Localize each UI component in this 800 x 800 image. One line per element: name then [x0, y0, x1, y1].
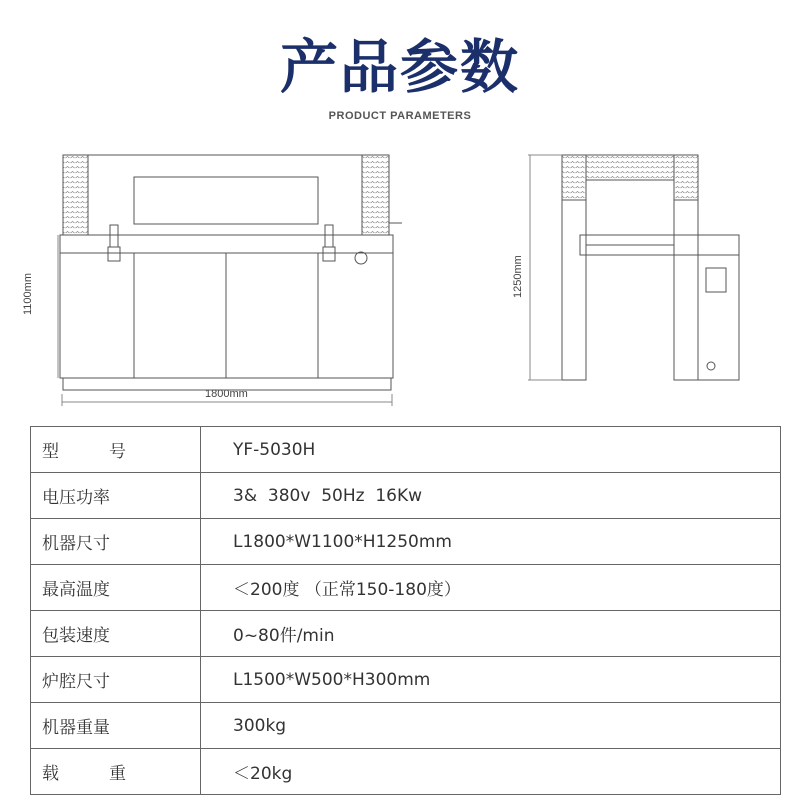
front-width-label: 1800mm — [205, 388, 248, 400]
param-value: L1800*W1100*H1250mm — [201, 519, 781, 565]
param-value: 3& 380v 50Hz 16Kw — [201, 473, 781, 519]
param-key: 包装速度 — [31, 611, 201, 657]
table-row — [31, 473, 781, 519]
param-value: ＜200度 （正常150-180度） — [201, 565, 781, 611]
table-row — [31, 611, 781, 657]
table-row — [31, 749, 781, 795]
page-subtitle: PRODUCT PARAMETERS — [328, 110, 472, 122]
param-key-char: 重 — [109, 764, 126, 784]
param-key: 炉腔尺寸 — [31, 657, 201, 703]
param-key: 机器重量 — [31, 703, 201, 749]
table-row — [31, 565, 781, 611]
param-key-char: 型 — [42, 442, 59, 462]
param-value: 0~80件/min — [201, 611, 781, 657]
table-row — [31, 703, 781, 749]
table-row — [31, 427, 781, 473]
page-title: 产品参数 — [279, 33, 520, 101]
side-height-label: 1250mm — [512, 255, 524, 298]
param-key-char: 载 — [42, 764, 59, 784]
param-value: ＜20kg — [201, 749, 781, 795]
table-row — [31, 657, 781, 703]
param-key — [31, 749, 201, 795]
side-view — [528, 155, 739, 380]
param-value: 300kg — [201, 703, 781, 749]
front-view — [58, 155, 402, 406]
param-key: 最高温度 — [31, 565, 201, 611]
param-key: 电压功率 — [31, 473, 201, 519]
param-value: YF-5030H — [201, 427, 781, 473]
front-height-label: 1100mm — [22, 273, 34, 315]
machine-drawing — [0, 140, 800, 410]
machine-drawing-svg — [0, 140, 800, 410]
param-key-char: 号 — [109, 442, 126, 462]
params-table — [30, 426, 781, 795]
param-key: 机器尺寸 — [31, 519, 201, 565]
param-key — [31, 427, 201, 473]
table-row — [31, 519, 781, 565]
param-value: L1500*W500*H300mm — [201, 657, 781, 703]
